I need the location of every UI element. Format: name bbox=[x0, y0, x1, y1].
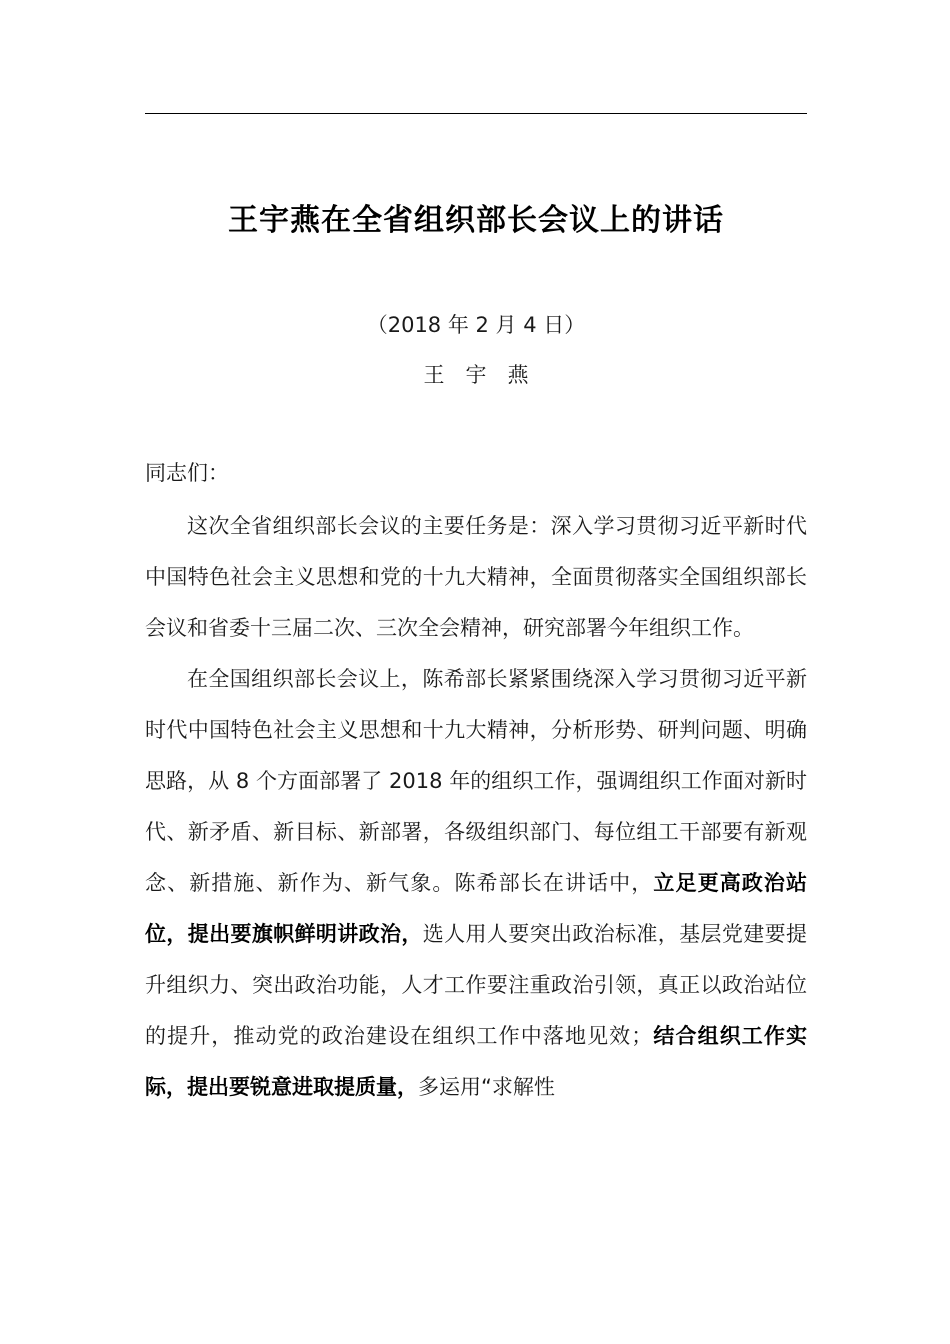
document-date: （2018 年 2 月 4 日） bbox=[366, 313, 586, 337]
document-title: 王宇燕在全省组织部长会议上的讲话 bbox=[228, 203, 724, 238]
paragraph-2-part-3: 多运用“求解性 bbox=[418, 1075, 555, 1099]
salutation: 同志们： bbox=[145, 461, 229, 485]
paragraph-2 bbox=[145, 654, 807, 1113]
paragraph-2-bold-2: 结合组织工作实际，提出要锐意进取提质量， bbox=[145, 1024, 808, 1099]
paragraph-1: 这次全省组织部长会议的主要任务是：深入学习贯彻习近平新时代中国特色社会主义思想和党的十九大精神，全面贯彻落实全国组织部长会议和省委十三届二次、三次全会精神，研究部署今年组织工作。 bbox=[145, 514, 807, 640]
paragraph-2-part-2: 选人用人要突出政治标准，基层党建要提升组织力、突出政治功能，人才工作要注重政治引领，真正以政治站位的提升，推动党的政治建设在组织工作中落地见效； bbox=[145, 922, 807, 1048]
header-rule bbox=[145, 113, 807, 114]
body-text bbox=[145, 501, 807, 1113]
document-author: 王 宇 燕 bbox=[423, 363, 529, 387]
paragraph-2-part-1: 在全国组织部长会议上，陈希部长紧紧围绕深入学习贯彻习近平新时代中国特色社会主义思想和十九大精神，分析形势、研判问题、明确思路，从 8 个方面部署了 2018 年的组织工作，强调组织工作面对新时代、新矛盾、新目标、新部署，各级组织部门、每位组工干部要有新观念、新措施、新作为、新气象。陈希部长在讲话中， bbox=[145, 667, 807, 895]
paragraph-2-bold-1: 立足更高政治站位，提出要旗帜鲜明讲政治， bbox=[145, 871, 808, 946]
